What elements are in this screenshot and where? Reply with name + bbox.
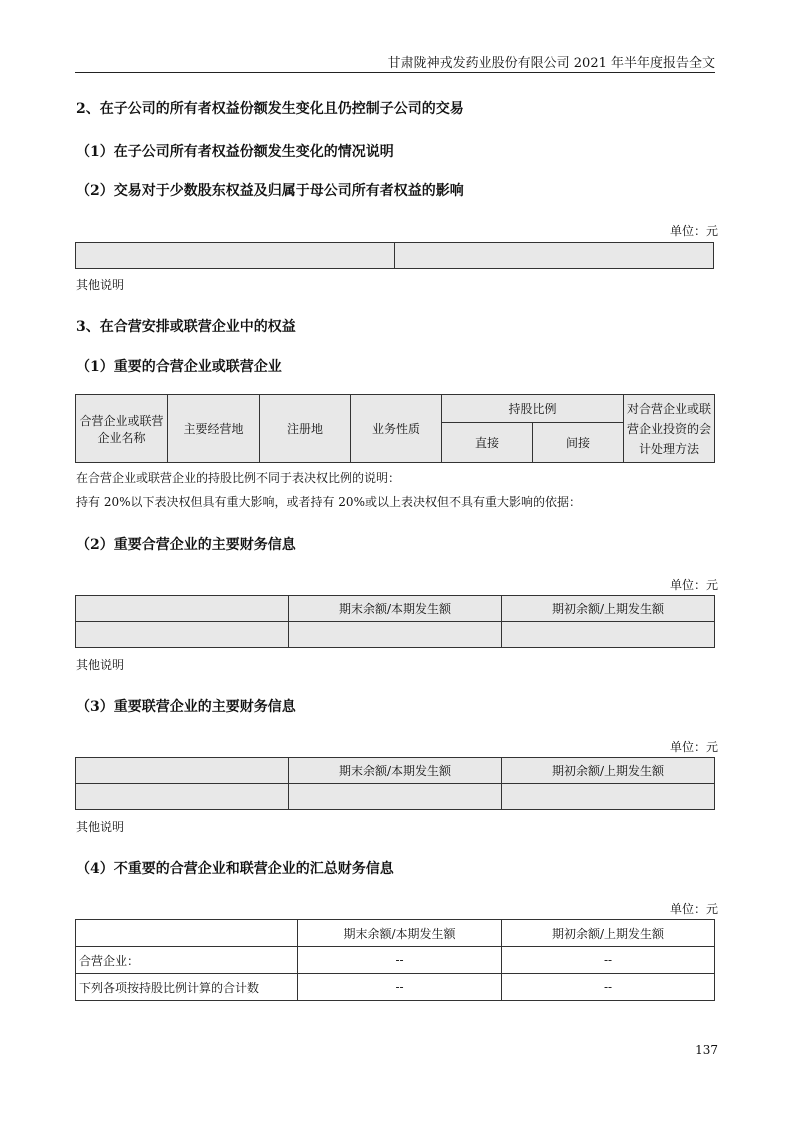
section-3-title: 3、在合营安排或联营企业中的权益: [76, 319, 296, 335]
col-period-end: 期末余额/本期发生额: [298, 920, 502, 947]
other-notes: 其他说明: [76, 820, 125, 834]
empty-cell: [502, 784, 715, 810]
immaterial-summary-table: [75, 919, 715, 1001]
col-period-begin: 期初余额/上期发生额: [502, 920, 715, 947]
col-period-begin: 期初余额/上期发生额: [502, 596, 715, 622]
section-2-sub2: （2）交易对于少数股东权益及归属于母公司所有者权益的影响: [76, 183, 464, 199]
section-3-sub3: （3）重要联营企业的主要财务信息: [76, 699, 296, 715]
section-2-sub1: （1）在子公司所有者权益份额发生变化的情况说明: [76, 144, 394, 160]
unit-label: 单位：元: [669, 902, 718, 916]
page-number: 137: [695, 1043, 718, 1057]
empty-cell: [502, 622, 715, 648]
report-header: 甘肃陇神戎发药业股份有限公司 2021 年半年度报告全文: [387, 56, 715, 71]
section-3-sub1: （1）重要的合营企业或联营企业: [76, 359, 282, 375]
header-divider: [75, 72, 715, 73]
row-label: 合营企业：: [76, 947, 298, 974]
empty-cell: [289, 784, 502, 810]
section-2-title: 2、在子公司的所有者权益份额发生变化且仍控制子公司的交易: [76, 101, 464, 117]
col-direct: 直接: [442, 423, 533, 463]
col-indirect: 间接: [533, 423, 624, 463]
table-row: [76, 974, 715, 1001]
cell-period-end: --: [298, 947, 502, 974]
cell-period-begin: --: [502, 947, 715, 974]
section-3-sub2: （2）重要合营企业的主要财务信息: [76, 537, 296, 553]
col-business-nature: 业务性质: [351, 395, 442, 463]
col-period-end: 期末余额/本期发生额: [289, 596, 502, 622]
joint-venture-table: [75, 394, 715, 463]
unit-label: 单位：元: [669, 578, 718, 592]
section-3-sub4: （4）不重要的合营企业和联营企业的汇总财务信息: [76, 861, 394, 877]
col-registered-place: 注册地: [260, 395, 351, 463]
unit-label: 单位：元: [669, 224, 718, 238]
empty-cell: [76, 622, 289, 648]
col-shareholding-ratio: 持股比例: [442, 395, 624, 423]
empty-cell: [289, 622, 502, 648]
table-row: [76, 947, 715, 974]
empty-cell: [76, 784, 289, 810]
empty-cell: [395, 243, 714, 269]
empty-cell: [76, 758, 289, 784]
joint-venture-financials-table: [75, 595, 715, 648]
other-notes: 其他说明: [76, 658, 125, 672]
other-notes: 其他说明: [76, 278, 125, 292]
cell-period-begin: --: [502, 974, 715, 1001]
col-period-begin: 期初余额/上期发生额: [502, 758, 715, 784]
empty-cell: [76, 920, 298, 947]
empty-cell: [76, 243, 395, 269]
col-period-end: 期末余额/本期发生额: [289, 758, 502, 784]
col-main-location: 主要经营地: [168, 395, 260, 463]
significant-influence-note: 持有 20%以下表决权但具有重大影响，或者持有 20%或以上表决权但不具有重大影响的依据：: [76, 495, 581, 509]
row-label: 下列各项按持股比例计算的合计数: [76, 974, 298, 1001]
associate-financials-table: [75, 757, 715, 810]
col-company-name: 合营企业或联营企业名称: [76, 395, 168, 463]
empty-cell: [76, 596, 289, 622]
equity-change-table: [75, 242, 714, 269]
ratio-difference-note: 在合营企业或联营企业的持股比例不同于表决权比例的说明：: [76, 471, 401, 485]
cell-period-end: --: [298, 974, 502, 1001]
col-accounting-method: 对合营企业或联营企业投资的会计处理方法: [624, 395, 715, 463]
unit-label: 单位：元: [669, 740, 718, 754]
